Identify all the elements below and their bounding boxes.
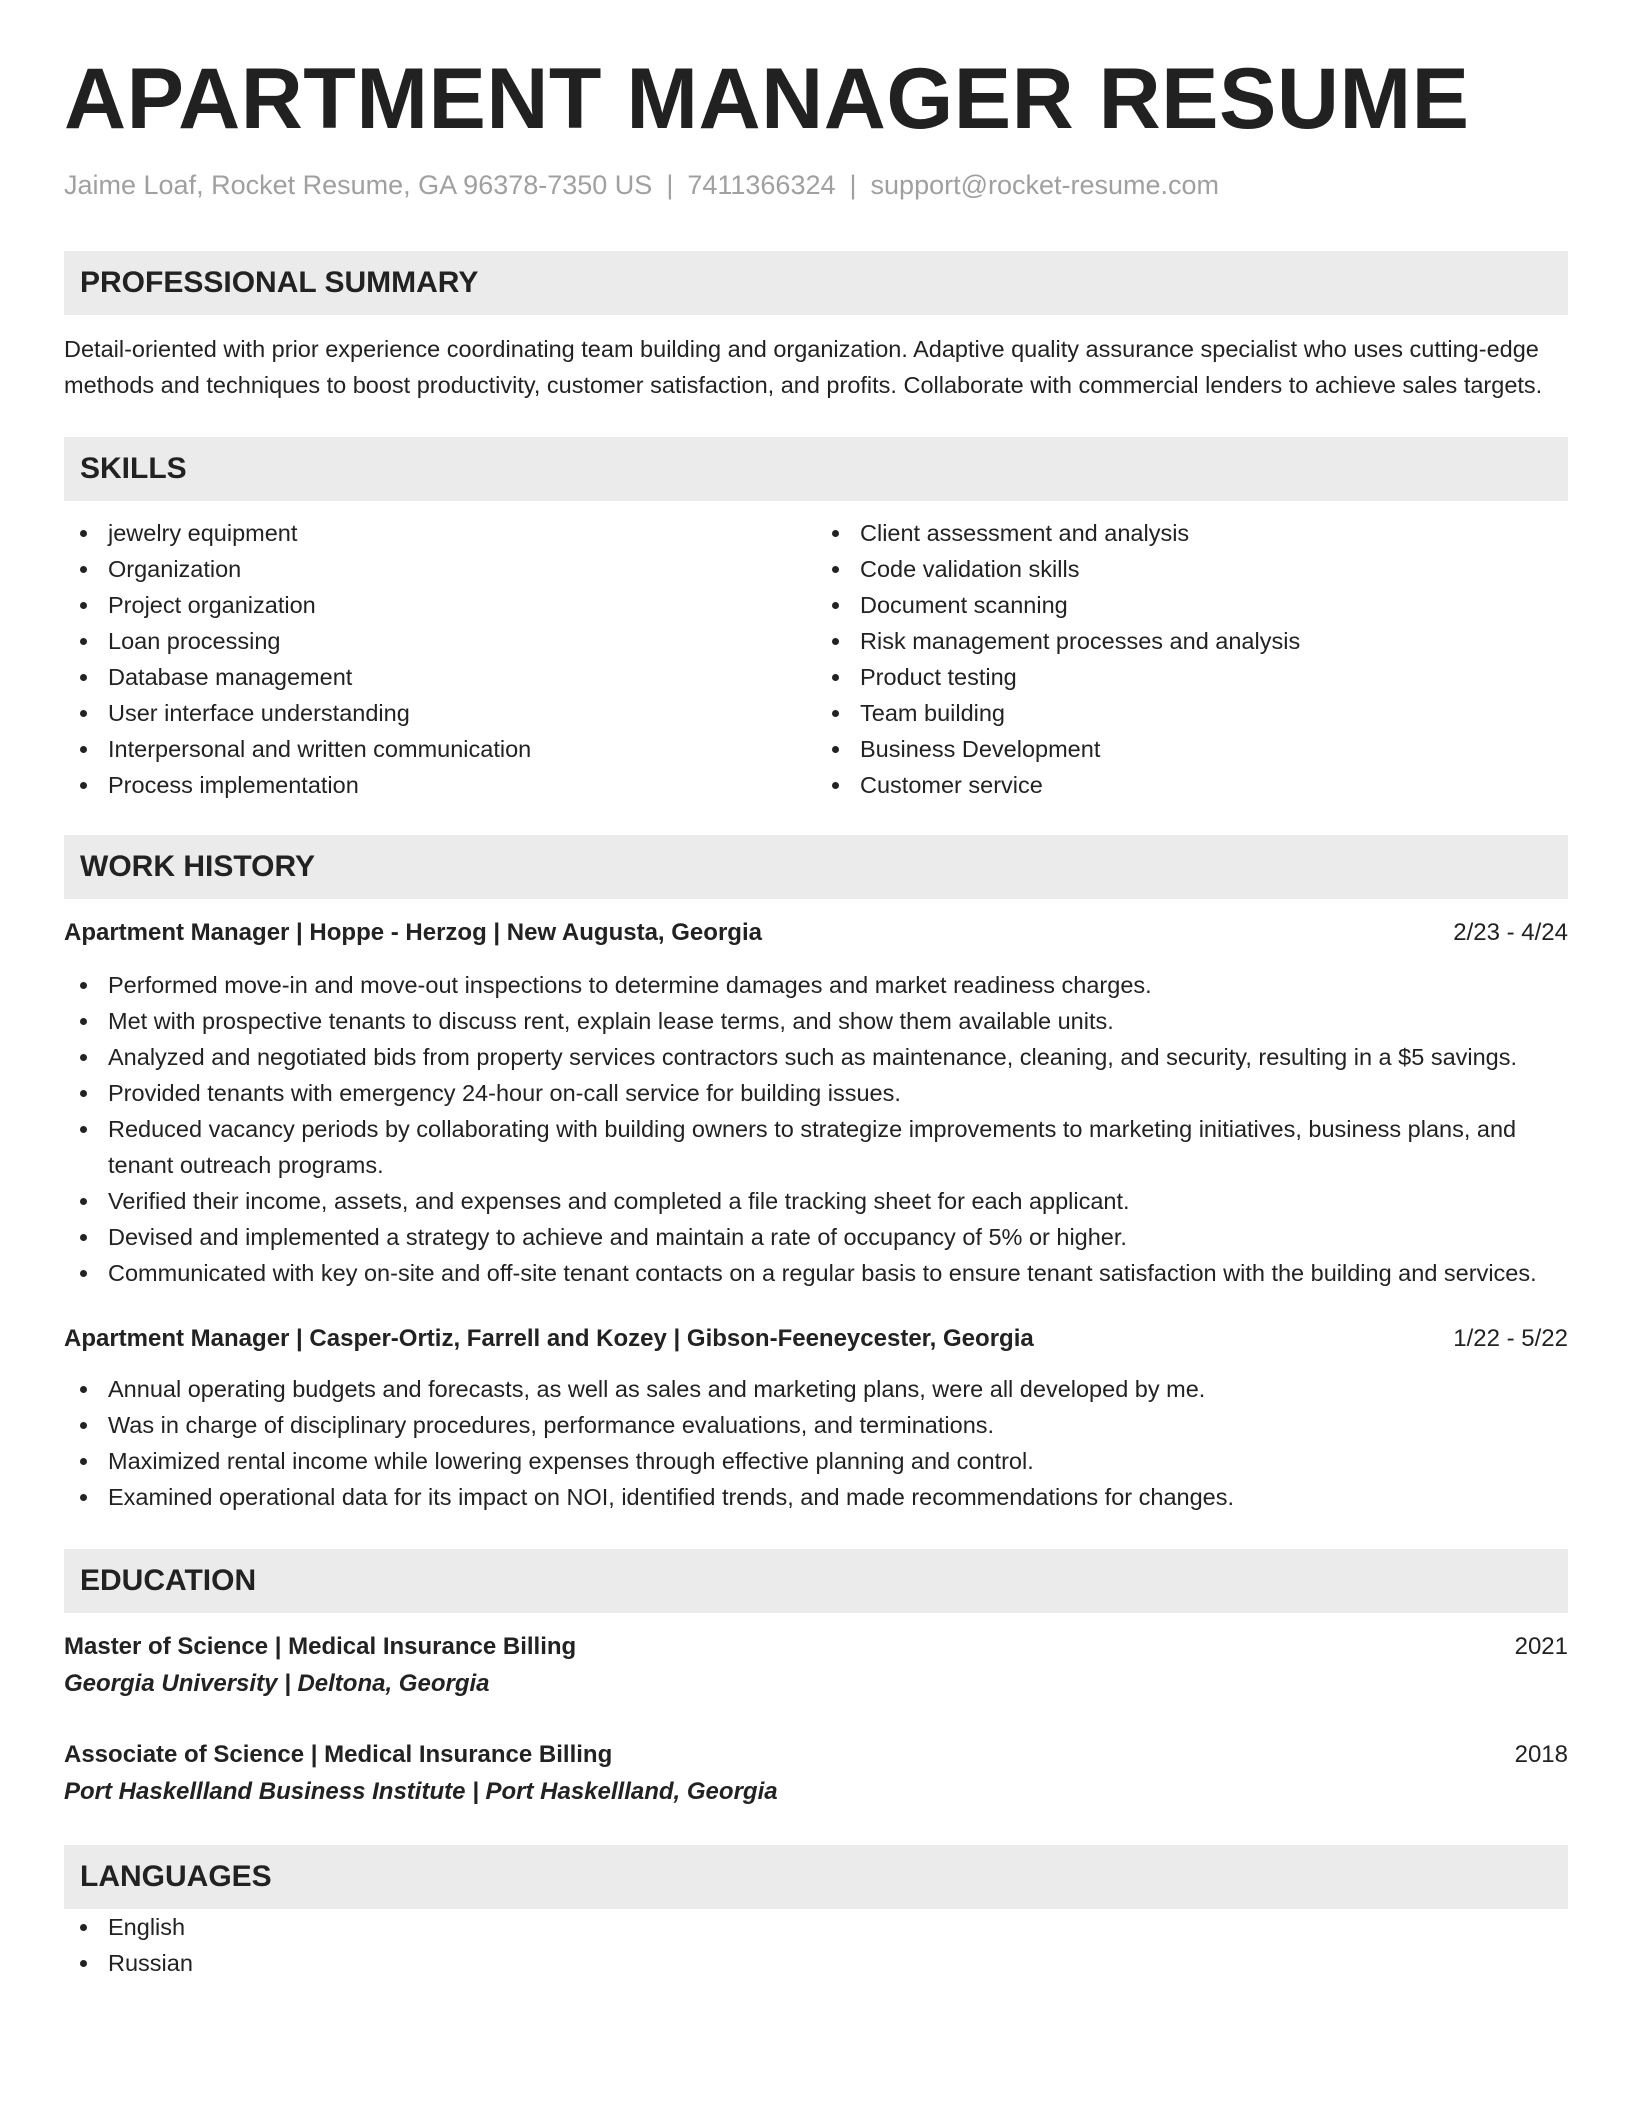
job-duty: Provided tenants with emergency 24-hour on-call service for building issues. [64, 1075, 1568, 1111]
job-title: Apartment Manager | Hoppe - Herzog | New Augusta, Georgia [64, 919, 762, 946]
section-header-education: EDUCATION [64, 1549, 1568, 1613]
skills-column-right [816, 515, 1568, 803]
job-title: Apartment Manager | Casper-Ortiz, Farrell and Kozey | Gibson-Feeneycester, Georgia [64, 1325, 1034, 1352]
section-header-summary: PROFESSIONAL SUMMARY [64, 251, 1568, 315]
job-duty: Met with prospective tenants to discuss rent, explain lease terms, and show them available units. [64, 1003, 1568, 1039]
skill-item: Team building [816, 695, 1568, 731]
job-header [64, 915, 1568, 951]
contact-address: Jaime Loaf, Rocket Resume, GA 96378-7350 US [64, 170, 653, 200]
skill-item: User interface understanding [64, 695, 816, 731]
job-entry [64, 1321, 1568, 1515]
skill-item: jewelry equipment [64, 515, 816, 551]
job-duty: Reduced vacancy periods by collaborating with building owners to strategize improvements to marketing initiatives, business plans, and tenant outreach programs. [64, 1111, 1568, 1183]
job-duty: Annual operating budgets and forecasts, as well as sales and marketing plans, were all developed by me. [64, 1371, 1568, 1407]
skills-list [64, 515, 1568, 803]
contact-separator: | [849, 170, 857, 200]
skill-item: Product testing [816, 659, 1568, 695]
job-duties [64, 1371, 1568, 1515]
job-dates: 1/22 - 5/22 [1453, 1325, 1568, 1352]
skill-item: Customer service [816, 767, 1568, 803]
education-degree: Master of Science | Medical Insurance Billing [64, 1633, 577, 1660]
job-duty: Was in charge of disciplinary procedures, performance evaluations, and terminations. [64, 1407, 1568, 1443]
job-duty: Analyzed and negotiated bids from property services contractors such as maintenance, cleaning, and security, resulting in a $5 savings. [64, 1039, 1568, 1075]
skill-item: Client assessment and analysis [816, 515, 1568, 551]
skill-item: Interpersonal and written communication [64, 731, 816, 767]
skill-item: Organization [64, 551, 816, 587]
education-entry [64, 1737, 1568, 1811]
section-header-skills: SKILLS [64, 437, 1568, 501]
skill-item: Loan processing [64, 623, 816, 659]
job-duty: Communicated with key on-site and off-site tenant contacts on a regular basis to ensure tenant satisfaction with the building and services. [64, 1255, 1568, 1291]
languages-list [64, 1909, 1568, 1981]
skill-item: Process implementation [64, 767, 816, 803]
job-entry [64, 915, 1568, 1291]
job-duty: Performed move-in and move-out inspections to determine damages and market readiness charges. [64, 967, 1568, 1003]
skill-item: Project organization [64, 587, 816, 623]
job-duty: Devised and implemented a strategy to achieve and maintain a rate of occupancy of 5% or higher. [64, 1219, 1568, 1255]
education-degree: Associate of Science | Medical Insurance Billing [64, 1741, 613, 1768]
education-header [64, 1737, 1568, 1773]
education-entry [64, 1629, 1568, 1703]
summary-text: Detail-oriented with prior experience coordinating team building and organization. Adaptive quality assurance specialist who uses cutting-edge methods and techniques to boost productivity, customer satisfaction, and profits. Collaborate with commercial lenders to achieve sales targets. [64, 336, 1543, 398]
contact-phone: 7411366324 [687, 170, 836, 200]
education-year: 2018 [1514, 1741, 1568, 1768]
job-header [64, 1321, 1568, 1357]
job-duty: Verified their income, assets, and expenses and completed a file tracking sheet for each applicant. [64, 1183, 1568, 1219]
language-item: English [64, 1909, 1568, 1945]
resume-title: APARTMENT MANAGER RESUME [64, 51, 1470, 147]
skill-item: Risk management processes and analysis [816, 623, 1568, 659]
contact-separator: | [666, 170, 674, 200]
contact-line [64, 172, 1568, 199]
contact-email: support@rocket-resume.com [870, 170, 1220, 200]
skills-column-left [64, 515, 816, 803]
language-item: Russian [64, 1945, 1568, 1981]
section-header-languages: LANGUAGES [64, 1845, 1568, 1909]
education-school: Georgia University | Deltona, Georgia [64, 1670, 490, 1697]
skill-item: Code validation skills [816, 551, 1568, 587]
job-dates: 2/23 - 4/24 [1453, 919, 1568, 946]
section-header-work-history: WORK HISTORY [64, 835, 1568, 899]
skill-item: Database management [64, 659, 816, 695]
education-year: 2021 [1514, 1633, 1568, 1660]
job-duty: Examined operational data for its impact on NOI, identified trends, and made recommendations for changes. [64, 1479, 1568, 1515]
education-school: Port Haskellland Business Institute | Port Haskellland, Georgia [64, 1778, 778, 1805]
skill-item: Document scanning [816, 587, 1568, 623]
skill-item: Business Development [816, 731, 1568, 767]
job-duty: Maximized rental income while lowering expenses through effective planning and control. [64, 1443, 1568, 1479]
education-header [64, 1629, 1568, 1665]
job-duties [64, 967, 1568, 1291]
